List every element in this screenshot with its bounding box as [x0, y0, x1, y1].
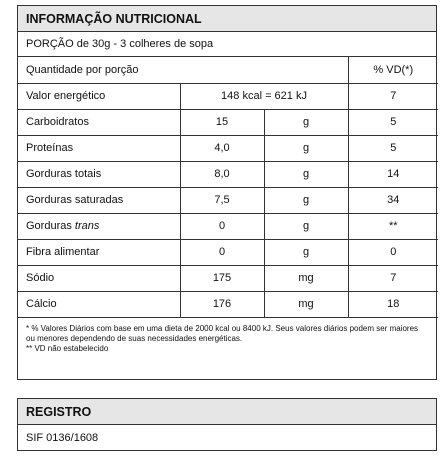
nutrient-unit: g	[264, 187, 348, 213]
nutrient-vd: 14	[348, 161, 438, 187]
nutrient-row	[18, 135, 438, 161]
registry-title: REGISTRO	[18, 399, 436, 425]
quantity-header: Quantidade por porção	[18, 57, 348, 83]
registry-panel	[17, 398, 437, 451]
nutrient-unit: g	[264, 239, 348, 265]
nutrition-title: INFORMAÇÃO NUTRICIONAL	[18, 6, 436, 32]
nutrient-label: Carboidratos	[18, 109, 180, 135]
vd-header: % VD(*)	[348, 57, 438, 83]
nutrient-amount: 175	[180, 265, 264, 291]
nutrient-vd: 7	[348, 265, 438, 291]
nutrient-amount: 176	[180, 291, 264, 317]
nutrient-unit: g	[264, 135, 348, 161]
energy-label: Valor energético	[18, 83, 180, 109]
energy-value: 148 kcal = 621 kJ	[180, 83, 348, 109]
energy-vd: 7	[348, 83, 438, 109]
nutrient-vd: 5	[348, 135, 438, 161]
nutrient-unit: g	[264, 109, 348, 135]
nutrient-label: Gorduras saturadas	[18, 187, 180, 213]
registry-value: SIF 0136/1608	[26, 432, 99, 444]
nutrient-vd: 18	[348, 291, 438, 317]
nutrient-amount: 8,0	[180, 161, 264, 187]
energy-row	[18, 83, 438, 109]
nutrient-row	[18, 239, 438, 265]
nutrient-row	[18, 213, 438, 239]
nutrient-row	[18, 265, 438, 291]
nutrient-label: Cálcio	[18, 291, 180, 317]
nutrient-row	[18, 187, 438, 213]
nutrient-unit: mg	[264, 291, 348, 317]
footnote-vd-not-established: ** VD não estabelecido	[26, 343, 109, 353]
nutrient-vd: **	[348, 213, 438, 239]
nutrient-amount: 15	[180, 109, 264, 135]
nutrient-label: Gorduras trans	[18, 213, 180, 239]
nutrient-label: Fibra alimentar	[18, 239, 180, 265]
nutrient-amount: 0	[180, 239, 264, 265]
nutrient-amount: 4,0	[180, 135, 264, 161]
nutrient-row	[18, 109, 438, 135]
nutrient-row	[18, 161, 438, 187]
portion-text: PORÇÃO de 30g - 3 colheres de sopa	[18, 32, 436, 57]
nutrient-label: Sódio	[18, 265, 180, 291]
nutrient-unit: g	[264, 161, 348, 187]
nutrient-vd: 0	[348, 239, 438, 265]
footnote-daily-values: * % Valores Diários com base em uma dieta de 2000 kcal ou 8400 kJ. Seus valores diários podem ser maiores ou menores dependendo de suas necessidades energéticas.	[26, 323, 419, 343]
nutrient-amount: 0	[180, 213, 264, 239]
nutrition-table	[18, 57, 438, 318]
nutrient-vd: 34	[348, 187, 438, 213]
nutrient-vd: 5	[348, 109, 438, 135]
footnotes	[18, 318, 436, 354]
nutrient-unit: mg	[264, 265, 348, 291]
nutrient-amount: 7,5	[180, 187, 264, 213]
nutrient-unit: g	[264, 213, 348, 239]
nutrition-facts-panel	[17, 5, 437, 380]
nutrient-label: Proteínas	[18, 135, 180, 161]
nutrient-label: Gorduras totais	[18, 161, 180, 187]
nutrient-row	[18, 291, 438, 317]
table-header-row	[18, 57, 438, 83]
